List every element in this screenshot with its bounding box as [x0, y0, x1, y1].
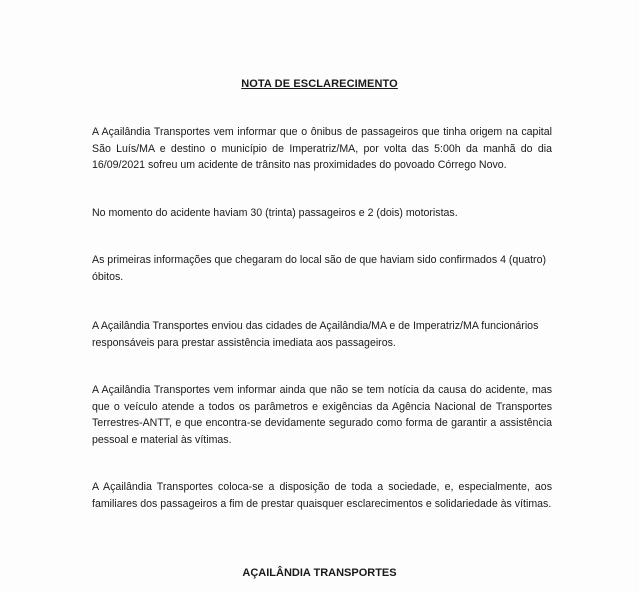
paragraph-availability: A Açailândia Transportes coloca-se a disposição de toda a sociedade, e, especialmente, aos familiares dos passageiros a fim de prestar quaisquer esclarecimentos e solidariedade às vítimas. [92, 481, 552, 510]
paragraph-fatalities: As primeiras informações que chegaram do local são de que haviam sido confirmados 4 (quatro) óbitos. [92, 254, 546, 283]
document-title: NOTA DE ESCLARECIMENTO [241, 78, 398, 90]
company-signature: AÇAILÂNDIA TRANSPORTES [242, 567, 397, 579]
paragraph-passenger-count: No momento do acidente haviam 30 (trinta) passageiros e 2 (dois) motoristas. [92, 207, 458, 219]
paragraph-assistance-sent: A Açailândia Transportes enviou das cidades de Açailândia/MA e de Imperatriz/MA funcionários responsáveis para prestar assistência imediata aos passageiros. [92, 320, 539, 349]
paragraph-accident-report: A Açailândia Transportes vem informar que o ônibus de passageiros que tinha origem na capital São Luís/MA e destino o município de Imperatriz/MA, por volta das 5:00h da manhã do dia 16/09/2021 sofreu um acidente de trânsito nas proximidades do povoado Córrego Novo. [92, 126, 552, 171]
paragraph-vehicle-compliance: A Açailândia Transportes vem informar ainda que não se tem notícia da causa do acidente, mas que o veículo atende a todos os parâmetros e exigências da Agência Nacional de Transportes Terrestres-ANTT, e que encontra-se devidamente segurado como forma de garantir a assistência pessoal e material às vítimas. [92, 384, 552, 446]
